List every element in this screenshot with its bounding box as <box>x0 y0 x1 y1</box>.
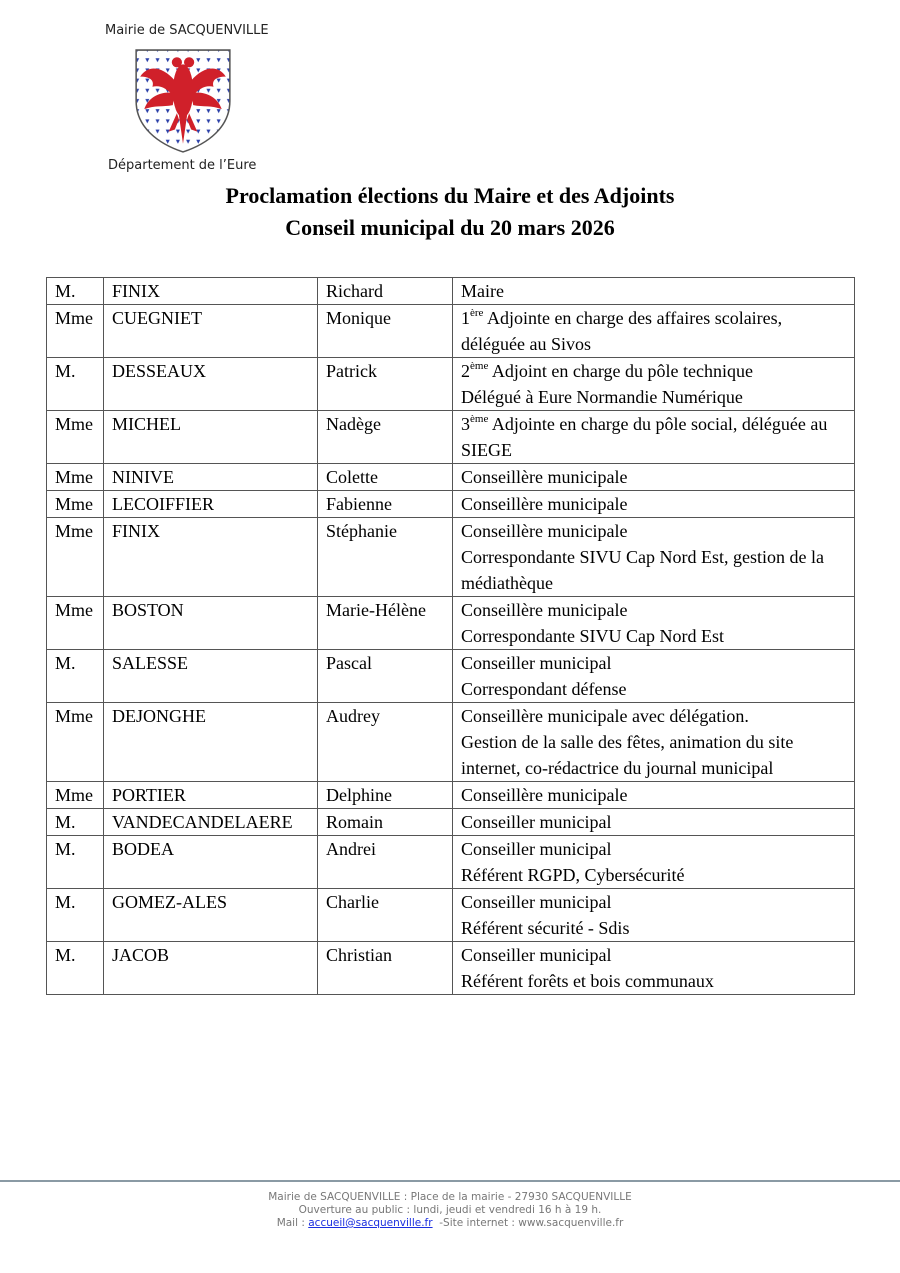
first-name-cell: Patrick <box>318 358 453 411</box>
role-detail: Correspondante SIVU Cap Nord Est, gestion de la médiathèque <box>461 547 824 593</box>
role-text: Maire <box>461 281 504 301</box>
page-title: Proclamation élections du Maire et des Adjoints <box>225 183 675 208</box>
email-link[interactable]: accueil@sacquenville.fr <box>308 1217 433 1229</box>
role-detail: Correspondante SIVU Cap Nord Est <box>461 626 724 646</box>
role-text: Conseillère municipale <box>461 521 628 541</box>
last-name-cell: BOSTON <box>104 597 318 650</box>
first-name-cell: Nadège <box>318 411 453 464</box>
role-cell <box>453 703 855 782</box>
role-cell <box>453 411 855 464</box>
role-cell <box>453 650 855 703</box>
role-cell <box>453 889 855 942</box>
first-name-cell: Richard <box>318 278 453 305</box>
first-name-cell: Fabienne <box>318 491 453 518</box>
table-row <box>47 278 855 305</box>
first-name-cell: Delphine <box>318 782 453 809</box>
role-text: Adjointe en charge des affaires scolaires, déléguée au Sivos <box>461 308 783 354</box>
civility-cell: Mme <box>47 782 104 809</box>
table-row <box>47 889 855 942</box>
role-text: Conseiller municipal <box>461 653 612 673</box>
first-name-cell: Audrey <box>318 703 453 782</box>
footer-divider <box>0 1180 900 1182</box>
role-text: Conseiller municipal <box>461 892 612 912</box>
role-text: Conseillère municipale <box>461 785 628 805</box>
table-row <box>47 597 855 650</box>
coat-of-arms-icon <box>132 46 234 154</box>
last-name-cell: VANDECANDELAERE <box>104 809 318 836</box>
civility-cell: Mme <box>47 518 104 597</box>
civility-cell: Mme <box>47 411 104 464</box>
ordinal-number: 1 <box>461 308 470 328</box>
role-detail: Référent forêts et bois communaux <box>461 971 714 991</box>
civility-cell: Mme <box>47 305 104 358</box>
table-row <box>47 809 855 836</box>
table-row <box>47 782 855 809</box>
last-name-cell: CUEGNIET <box>104 305 318 358</box>
first-name-cell: Monique <box>318 305 453 358</box>
mail-label: Mail : <box>276 1217 305 1229</box>
table-row <box>47 491 855 518</box>
ordinal-suffix: ère <box>470 307 484 319</box>
org-name: Mairie de SACQUENVILLE <box>105 23 269 38</box>
role-detail: Gestion de la salle des fêtes, animation du site internet, co-rédactrice du journal municipal <box>461 732 794 778</box>
last-name-cell: FINIX <box>104 518 318 597</box>
civility-cell: Mme <box>47 491 104 518</box>
last-name-cell: JACOB <box>104 942 318 995</box>
role-text: Conseiller municipal <box>461 812 612 832</box>
last-name-cell: BODEA <box>104 836 318 889</box>
last-name-cell: GOMEZ-ALES <box>104 889 318 942</box>
role-cell <box>453 278 855 305</box>
ordinal-number: 2 <box>461 361 470 381</box>
last-name-cell: MICHEL <box>104 411 318 464</box>
role-detail: Référent RGPD, Cybersécurité <box>461 865 685 885</box>
last-name-cell: PORTIER <box>104 782 318 809</box>
role-cell <box>453 518 855 597</box>
role-text: Conseillère municipale <box>461 494 628 514</box>
role-detail: Référent sécurité - Sdis <box>461 918 630 938</box>
last-name-cell: SALESSE <box>104 650 318 703</box>
role-cell <box>453 358 855 411</box>
table-row <box>47 464 855 491</box>
first-name-cell: Charlie <box>318 889 453 942</box>
civility-cell: Mme <box>47 464 104 491</box>
last-name-cell: FINIX <box>104 278 318 305</box>
role-text: Conseiller municipal <box>461 945 612 965</box>
civility-cell: M. <box>47 278 104 305</box>
civility-cell: Mme <box>47 703 104 782</box>
first-name-cell: Romain <box>318 809 453 836</box>
role-cell <box>453 464 855 491</box>
role-cell <box>453 305 855 358</box>
civility-cell: Mme <box>47 597 104 650</box>
first-name-cell: Marie-Hélène <box>318 597 453 650</box>
civility-cell: M. <box>47 942 104 995</box>
ordinal-number: 3 <box>461 414 470 434</box>
table-row <box>47 518 855 597</box>
last-name-cell: NINIVE <box>104 464 318 491</box>
footer-address: Mairie de SACQUENVILLE : Place de la mairie - 27930 SACQUENVILLE <box>268 1191 632 1203</box>
civility-cell: M. <box>47 809 104 836</box>
last-name-cell: DESSEAUX <box>104 358 318 411</box>
page-subtitle: Conseil municipal du 20 mars 2026 <box>285 215 615 240</box>
civility-cell: M. <box>47 358 104 411</box>
council-table <box>46 277 855 995</box>
civility-cell: M. <box>47 836 104 889</box>
role-text: Conseiller municipal <box>461 839 612 859</box>
department-name: Département de l’Eure <box>108 158 257 173</box>
civility-cell: M. <box>47 889 104 942</box>
footer <box>0 1191 900 1230</box>
last-name-cell: LECOIFFIER <box>104 491 318 518</box>
role-cell <box>453 782 855 809</box>
table-row <box>47 703 855 782</box>
role-text: Conseillère municipale <box>461 600 628 620</box>
website-text: -Site internet : www.sacquenville.fr <box>439 1217 624 1229</box>
ordinal-suffix: ème <box>470 413 489 425</box>
first-name-cell: Pascal <box>318 650 453 703</box>
footer-hours: Ouverture au public : lundi, jeudi et vendredi 16 h à 19 h. <box>298 1204 602 1216</box>
role-cell <box>453 597 855 650</box>
table-row <box>47 836 855 889</box>
role-cell <box>453 836 855 889</box>
first-name-cell: Andrei <box>318 836 453 889</box>
first-name-cell: Stéphanie <box>318 518 453 597</box>
table-row <box>47 358 855 411</box>
role-text: Conseillère municipale avec délégation. <box>461 706 749 726</box>
civility-cell: M. <box>47 650 104 703</box>
role-text: Adjointe en charge du pôle social, déléguée au SIEGE <box>461 414 828 460</box>
table-row <box>47 650 855 703</box>
role-cell <box>453 491 855 518</box>
table-row <box>47 942 855 995</box>
first-name-cell: Christian <box>318 942 453 995</box>
role-text: Conseillère municipale <box>461 467 628 487</box>
table-row <box>47 305 855 358</box>
table-row <box>47 411 855 464</box>
role-cell <box>453 942 855 995</box>
ordinal-suffix: ème <box>470 360 489 372</box>
role-cell <box>453 809 855 836</box>
footer-contact <box>0 1217 900 1230</box>
role-detail: Délégué à Eure Normandie Numérique <box>461 387 743 407</box>
last-name-cell: DEJONGHE <box>104 703 318 782</box>
first-name-cell: Colette <box>318 464 453 491</box>
role-detail: Correspondant défense <box>461 679 627 699</box>
role-text: Adjoint en charge du pôle technique <box>491 361 753 381</box>
